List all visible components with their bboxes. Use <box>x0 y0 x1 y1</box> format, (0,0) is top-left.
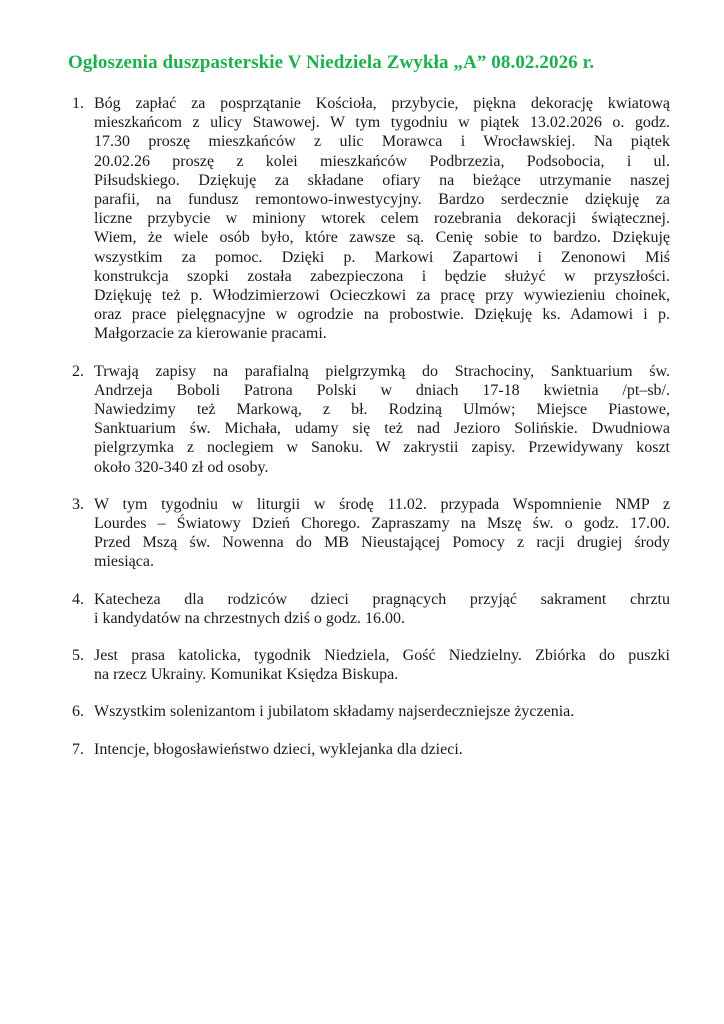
announcement-item <box>72 646 670 684</box>
item-text-line: Piłsudskiego. Dziękuję za składane ofiary na bieżące utrzymanie naszej <box>94 171 670 189</box>
item-number: 3. <box>72 495 84 513</box>
item-text <box>94 740 670 759</box>
item-text-line: miesiąca. <box>94 553 154 571</box>
item-text-line: wszystkim za pomoc. Dzięki p. Markowi Zapartowi i Zenonowi Miś <box>94 248 670 266</box>
item-number: 5. <box>72 647 84 665</box>
item-text-line: Małgorzacie za kierowanie pracami. <box>94 325 327 343</box>
page-title: Ogłoszenia duszpasterskie V Niedziela Zwykła „A” 08.02.2026 r. <box>68 52 595 73</box>
item-text-line: oraz prace pielęgnacyjne w ogrodzie na probostwie. Dziękuję ks. Adamowi i p. <box>94 306 670 324</box>
item-number: 1. <box>72 95 84 112</box>
announcement-item <box>72 740 670 759</box>
item-text-line: Jest prasa katolicka, tygodnik Niedziela, Gość Niedzielny. Zbiórka do puszki <box>94 647 670 665</box>
item-text-line: Sanktuarium św. Michała, udamy się też nad Jezioro Solińskie. Dwudniowa <box>94 420 670 438</box>
item-text-line: konstrukcja szopki została zabezpieczona i będzie służyć w przyszłości. <box>94 267 670 285</box>
announcement-item <box>72 590 670 628</box>
announcements-list <box>72 94 670 777</box>
item-text-line: Wszystkim solenizantom i jubilatom składamy najserdeczniejsze życzenia. <box>94 703 575 721</box>
item-number: 6. <box>72 703 84 721</box>
item-text-line: Trwają zapisy na parafialną pielgrzymką do Strachociny, Sanktuarium św. <box>94 362 670 380</box>
announcement-item <box>72 495 670 572</box>
item-text-line: 20.02.26 proszę z kolei mieszkańców Podbrzezia, Podsobocia, i ul. <box>94 152 670 170</box>
item-number: 7. <box>72 740 84 758</box>
item-number: 2. <box>72 362 84 380</box>
item-text-line: 17.30 proszę mieszkańców z ulic Morawca i Wrocławskiej. Na piątek <box>94 133 670 151</box>
item-text-line: Intencje, błogosławieństwo dzieci, wyklejanka dla dzieci. <box>94 740 463 758</box>
item-number: 4. <box>72 590 84 608</box>
item-text-line: W tym tygodniu w liturgii w środę 11.02. przypada Wspomnienie NMP z <box>94 495 670 513</box>
item-text <box>94 94 670 344</box>
item-text <box>94 362 670 477</box>
item-text-line: na rzecz Ukrainy. Komunikat Księdza Biskupa. <box>94 666 399 684</box>
item-text-line: Lourdes – Światowy Dzień Chorego. Zapraszamy na Mszę św. o godz. 17.00. <box>94 515 670 533</box>
item-text-line: Nawiedzimy też Markową, z bł. Rodziną Ulmów; Miejsce Piastowe, <box>94 401 670 419</box>
item-text-line: Wiem, że wiele osób było, które zawsze są. Cenię sobie to bardzo. Dziękuję <box>94 229 670 247</box>
announcement-item <box>72 94 670 344</box>
item-text <box>94 646 670 684</box>
item-text-line: liczne przybycie w miniony wtorek celem rozebrania dekoracji świątecznej. <box>94 210 670 228</box>
announcement-item <box>72 702 670 721</box>
item-text <box>94 590 670 628</box>
item-text-line: około 320-340 zł od osoby. <box>94 458 269 476</box>
item-text-line: Dziękuję też p. Włodzimierzowi Ocieczkowi za pracę przy wywiezieniu choinek, <box>94 287 670 305</box>
item-text <box>94 495 670 572</box>
item-text-line: Andrzeja Boboli Patrona Polski w dniach 17-18 kwietnia /pt–sb/. <box>94 381 670 399</box>
item-text-line: pielgrzymka z noclegiem w Sanoku. W zakrystii zapisy. Przewidywany koszt <box>94 439 670 457</box>
item-text-line: mieszkańcom z ulicy Stawowej. W tym tygodniu w piątek 13.02.2026 o. godz. <box>94 114 670 132</box>
item-text <box>94 702 670 721</box>
item-text-line: parafii, na fundusz remontowo-inwestycyjny. Bardzo serdecznie dziękuję za <box>94 191 670 209</box>
item-text-line: Bóg zapłać za posprzątanie Kościoła, przybycie, piękna dekorację kwiatową <box>94 95 670 112</box>
announcement-item <box>72 362 670 477</box>
item-text-line: Katecheza dla rodziców dzieci pragnących przyjąć sakrament chrztu <box>94 590 670 608</box>
item-text-line: Przed Mszą św. Nowenna do MB Nieustającej Pomocy z racji drugiej środy <box>94 534 670 552</box>
item-text-line: i kandydatów na chrzestnych dziś o godz. 16.00. <box>94 609 406 627</box>
